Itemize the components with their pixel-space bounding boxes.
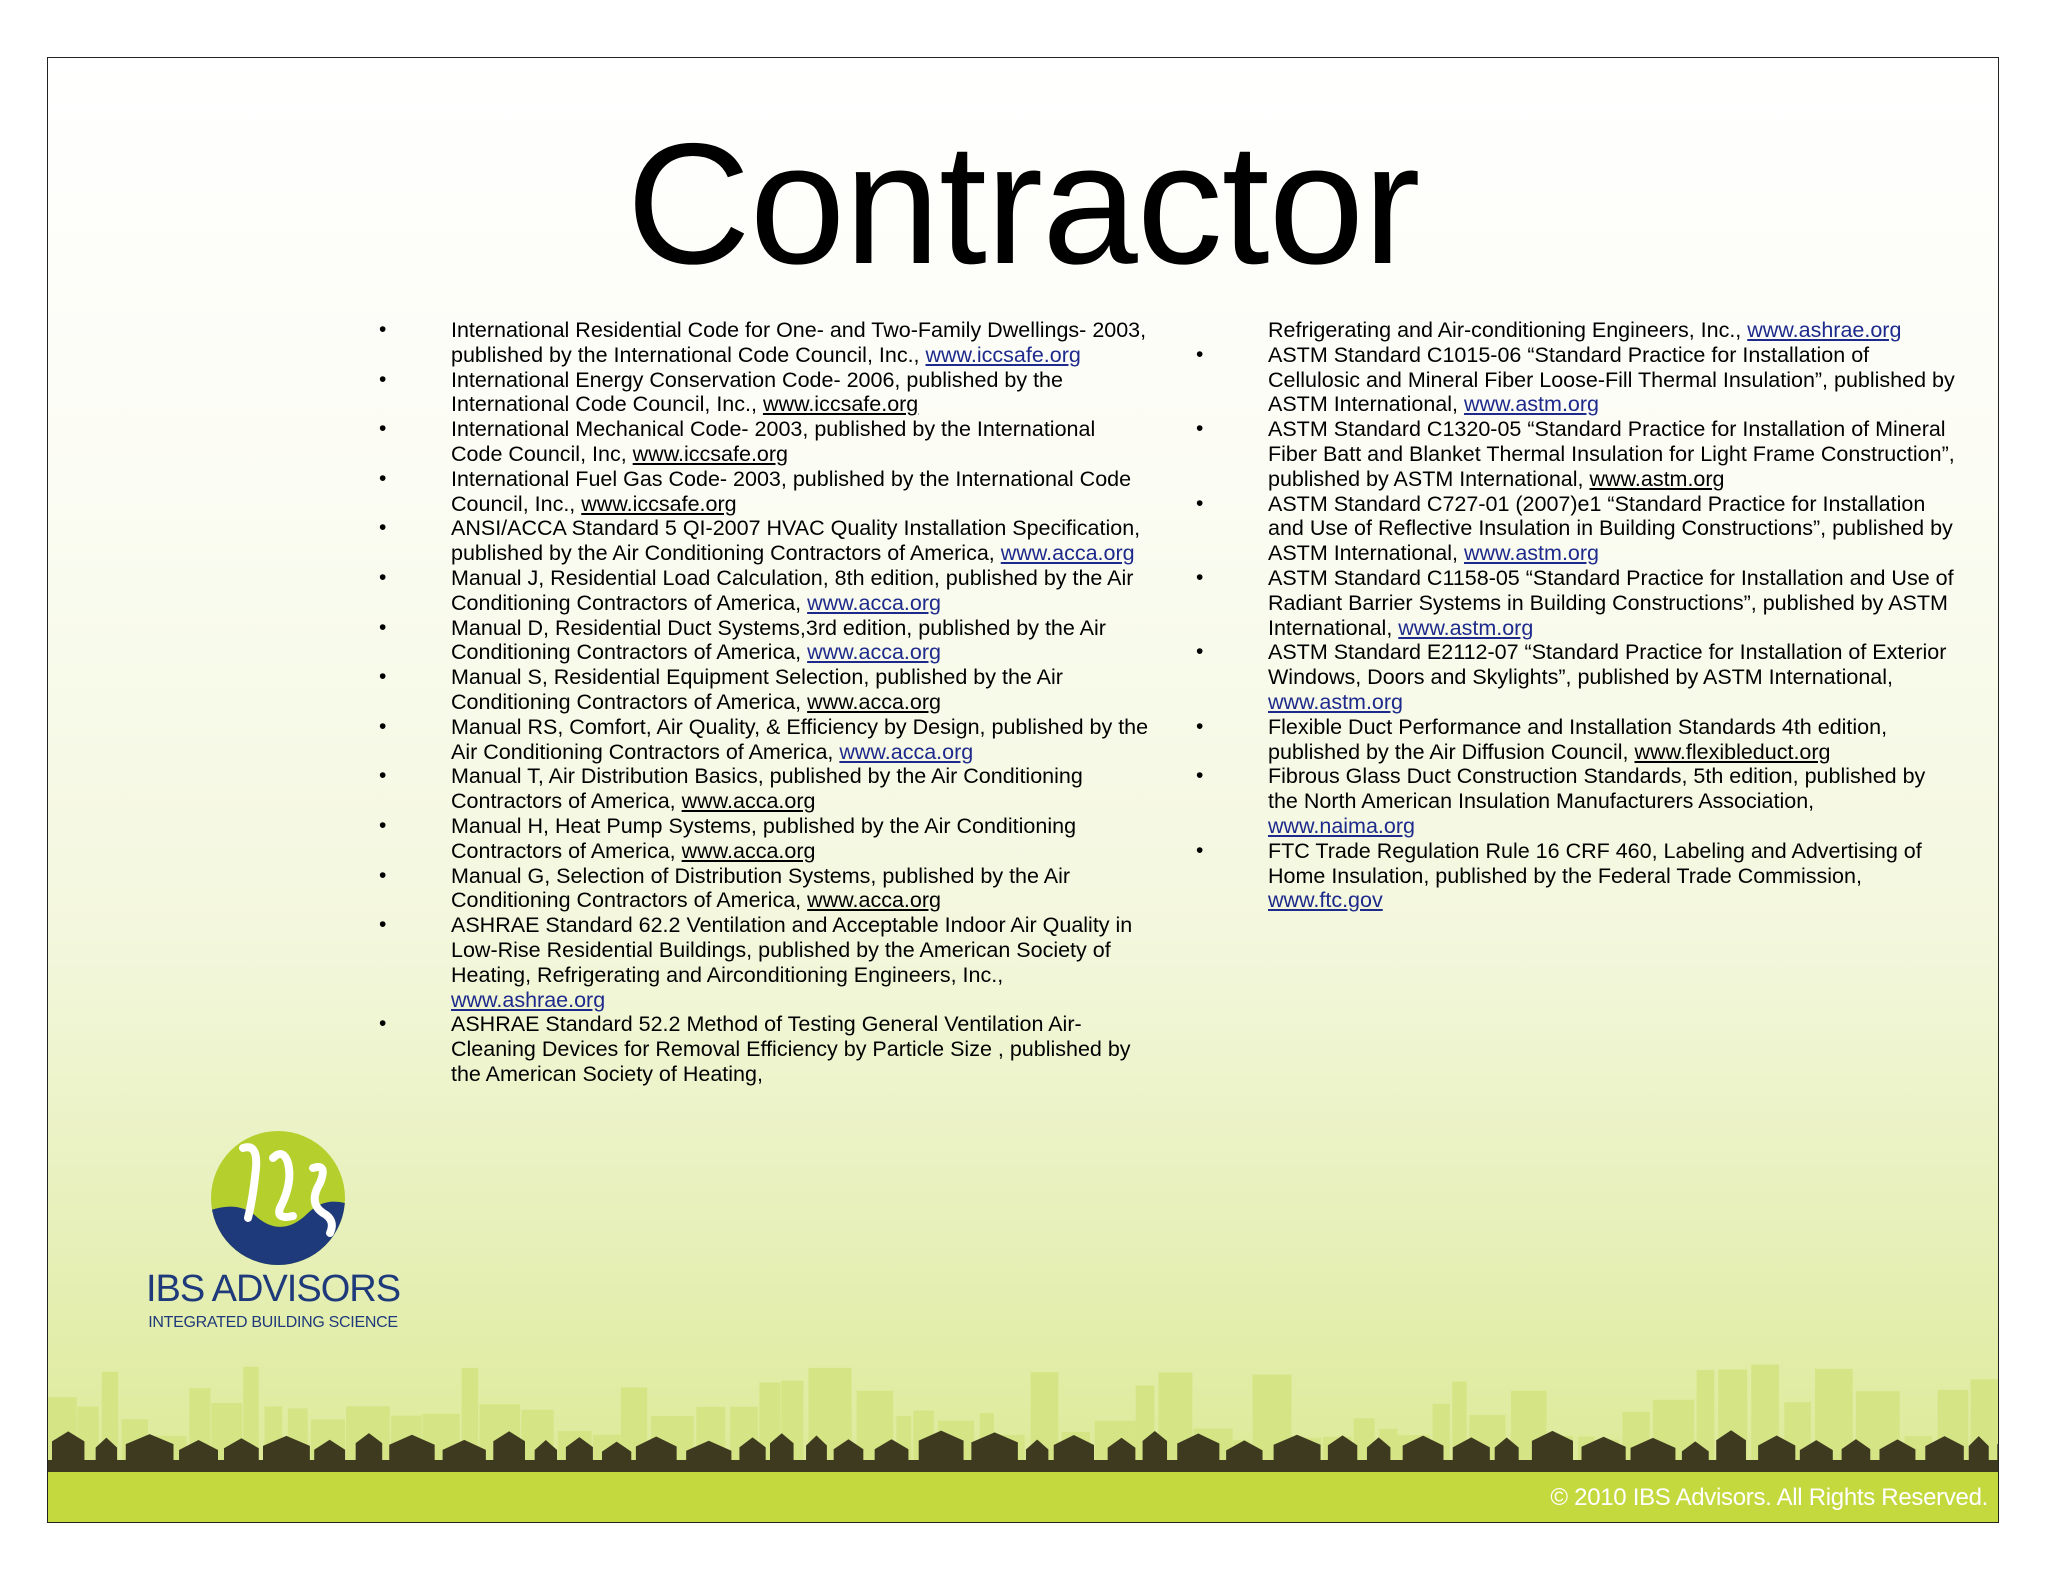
bullet-icon: • (1196, 491, 1204, 515)
bullet-icon: • (379, 913, 387, 937)
reference-link[interactable]: www.iccsafe.org (762, 392, 919, 417)
list-item-text: ASHRAE Standard 62.2 Ventilation and Acceptable Indoor Air Quality in Low-Rise Residential Buildings, published by the American Society of Heating, Refrigerating and Airconditioning Engineers, Inc., (451, 913, 1133, 987)
list-item-text: International Fuel Gas Code- 2003, published by the International Code Council, Inc., (451, 466, 1132, 516)
reference-link[interactable]: www.ashrae.org (451, 987, 606, 1012)
bullet-icon: • (1196, 714, 1204, 738)
list-item-text: Manual D, Residential Duct Systems,3rd edition, published by the Air Conditioning Contractors of America, (451, 615, 1106, 665)
list-item-text: Manual G, Selection of Distribution Systems, published by the Air Conditioning Contractors of America, (451, 863, 1071, 913)
bullet-icon: • (379, 813, 387, 837)
logo-globe-icon (108, 1128, 438, 1268)
reference-link[interactable]: www.astm.org (1463, 392, 1599, 417)
list-item (1196, 640, 1958, 714)
list-item-text: ASTM Standard E2112-07 “Standard Practice for Installation of Exterior Windows, Doors and Skylights”, published by ASTM International, (1268, 640, 1947, 690)
list-item-text: ASTM Standard C1015-06 “Standard Practice for Installation of Cellulosic and Mineral Fiber Loose-Fill Thermal Insulation”, published by ASTM International, (1268, 342, 1955, 417)
bullet-icon: • (379, 367, 387, 391)
reference-link[interactable]: www.acca.org (807, 590, 941, 615)
list-item (379, 913, 1151, 1012)
reference-link[interactable]: www.acca.org (807, 640, 941, 665)
list-item (379, 318, 1151, 368)
bullet-icon: • (1196, 764, 1204, 788)
bullet-icon: • (379, 417, 387, 441)
list-item-text: Manual J, Residential Load Calculation, 8th edition, published by the Air Conditioning Contractors of America, (451, 565, 1134, 615)
list-item (379, 367, 1151, 418)
bullet-icon: • (379, 565, 387, 589)
reference-link[interactable]: www.astm.org (1398, 615, 1534, 640)
bullet-icon: • (1196, 640, 1204, 664)
list-item (379, 516, 1151, 566)
reference-link[interactable]: www.acca.org (839, 739, 974, 764)
list-item (379, 565, 1151, 616)
logo-name: IBS ADVISORS (145, 1268, 401, 1310)
reference-link[interactable]: www.acca.org (681, 789, 816, 814)
list-item (379, 417, 1151, 467)
list-item-text: ASTM Standard C1158-05 “Standard Practice for Installation and Use of Radiant Barrier Systems in Building Constructions”, published by ASTM International, (1268, 565, 1954, 640)
list-item (379, 615, 1151, 666)
list-item-text: FTC Trade Regulation Rule 16 CRF 460, Labeling and Advertising of Home Insulation, published by the Federal Trade Commission, (1268, 838, 1922, 888)
list-item-text: Manual T, Air Distribution Basics, published by the Air Conditioning Contractors of America, (451, 764, 1083, 814)
list-item-text: International Residential Code for One- and Two-Family Dwellings- 2003, published by the International Code Council, Inc., (451, 318, 1147, 367)
list-item-text: Manual S, Residential Equipment Selection, published by the Air Conditioning Contractors of America, (451, 665, 1063, 714)
list-item (1196, 714, 1958, 765)
list-item (379, 714, 1151, 765)
list-item-text: Fibrous Glass Duct Construction Standards, 5th edition, published by the North American Insulation Manufacturers Association, (1268, 764, 1926, 814)
bullet-icon: • (379, 665, 387, 689)
reference-link[interactable]: www.acca.org (807, 689, 941, 714)
list-item-text: Manual H, Heat Pump Systems, published by the Air Conditioning Contractors of America, (451, 813, 1077, 863)
bullet-icon: • (379, 1012, 387, 1036)
list-item (379, 466, 1151, 517)
list-item-continuation (1268, 318, 1958, 343)
reference-link[interactable]: www.acca.org (1000, 541, 1135, 566)
list-item-text: ANSI/ACCA Standard 5 QI-2007 HVAC Quality Installation Specification, published by the Air Conditioning Contractors of America, (451, 516, 1141, 566)
right-reference-list (1196, 318, 1958, 913)
list-item (1196, 838, 1958, 913)
bullet-icon: • (1196, 417, 1204, 441)
list-item-text: International Energy Conservation Code- 2006, published by the International Code Council, Inc., (451, 367, 1063, 417)
reference-link[interactable]: www.astm.org (1268, 689, 1404, 714)
list-item (379, 1012, 1151, 1086)
reference-link[interactable]: www.acca.org (681, 838, 816, 863)
bullet-icon: • (379, 863, 387, 887)
reference-link[interactable]: www.iccsafe.org (632, 441, 788, 466)
reference-link[interactable]: www.flexibleduct.org (1634, 739, 1831, 764)
footer-band (48, 1472, 1999, 1522)
list-item (379, 813, 1151, 864)
list-item (1196, 342, 1958, 417)
bullet-icon: • (379, 516, 387, 540)
list-item-text: International Mechanical Code- 2003, published by the International Code Council, Inc, (451, 417, 1096, 466)
list-item (379, 863, 1151, 914)
list-item (1196, 764, 1958, 838)
list-item-text: ASHRAE Standard 52.2 Method of Testing General Ventilation Air-Cleaning Devices for Removal Efficiency by Particle Size , published by the American Society of Heating, (451, 1012, 1131, 1086)
copyright-text: © 2010 IBS Advisors. All Rights Reserved. (1550, 1484, 1988, 1511)
reference-link[interactable]: www.iccsafe.org (581, 491, 737, 516)
bullet-icon: • (1196, 838, 1204, 862)
list-item (1196, 491, 1958, 566)
reference-link[interactable]: www.ftc.gov (1268, 888, 1383, 913)
ibs-logo (108, 1128, 438, 1358)
bullet-icon: • (1196, 565, 1204, 589)
list-item-text: ASTM Standard C1320-05 “Standard Practice for Installation of Mineral Fiber Batt and Blanket Thermal Insulation for Light Frame Construction”, published by ASTM International, (1268, 417, 1955, 491)
reference-link[interactable]: www.astm.org (1463, 541, 1599, 566)
reference-link[interactable]: www.ashrae.org (1747, 318, 1902, 342)
list-item (379, 764, 1151, 814)
list-item-text: Manual RS, Comfort, Air Quality, & Efficiency by Design, published by the Air Conditioning Contractors of America, (451, 714, 1149, 764)
bullet-icon: • (379, 764, 387, 788)
list-item-text: ASTM Standard C727-01 (2007)e1 “Standard Practice for Installation and Use of Reflective Insulation in Building Constructions”, published by ASTM International, (1268, 491, 1953, 566)
slide-title: Contractor (626, 108, 1420, 300)
logo-tagline: INTEGRATED BUILDING SCIENCE (148, 1314, 398, 1331)
bullet-icon: • (379, 615, 387, 639)
bullet-icon: • (379, 714, 387, 738)
list-item (1196, 417, 1958, 491)
reference-link[interactable]: www.naima.org (1268, 813, 1415, 838)
list-item-text: Refrigerating and Air-conditioning Engineers, Inc., (1268, 318, 1748, 342)
list-item-text: Flexible Duct Performance and Installation Standards 4th edition, published by the Air Diffusion Council, (1268, 714, 1888, 764)
reference-link[interactable]: www.astm.org (1589, 466, 1725, 491)
list-item (1196, 565, 1958, 640)
list-item (379, 665, 1151, 715)
left-reference-list (379, 318, 1151, 1087)
reference-link[interactable]: www.iccsafe.org (925, 342, 1081, 367)
slide (47, 57, 1999, 1523)
reference-link[interactable]: www.acca.org (807, 888, 941, 913)
bullet-icon: • (379, 466, 387, 490)
bullet-icon: • (379, 318, 387, 341)
bullet-icon: • (1196, 342, 1204, 366)
